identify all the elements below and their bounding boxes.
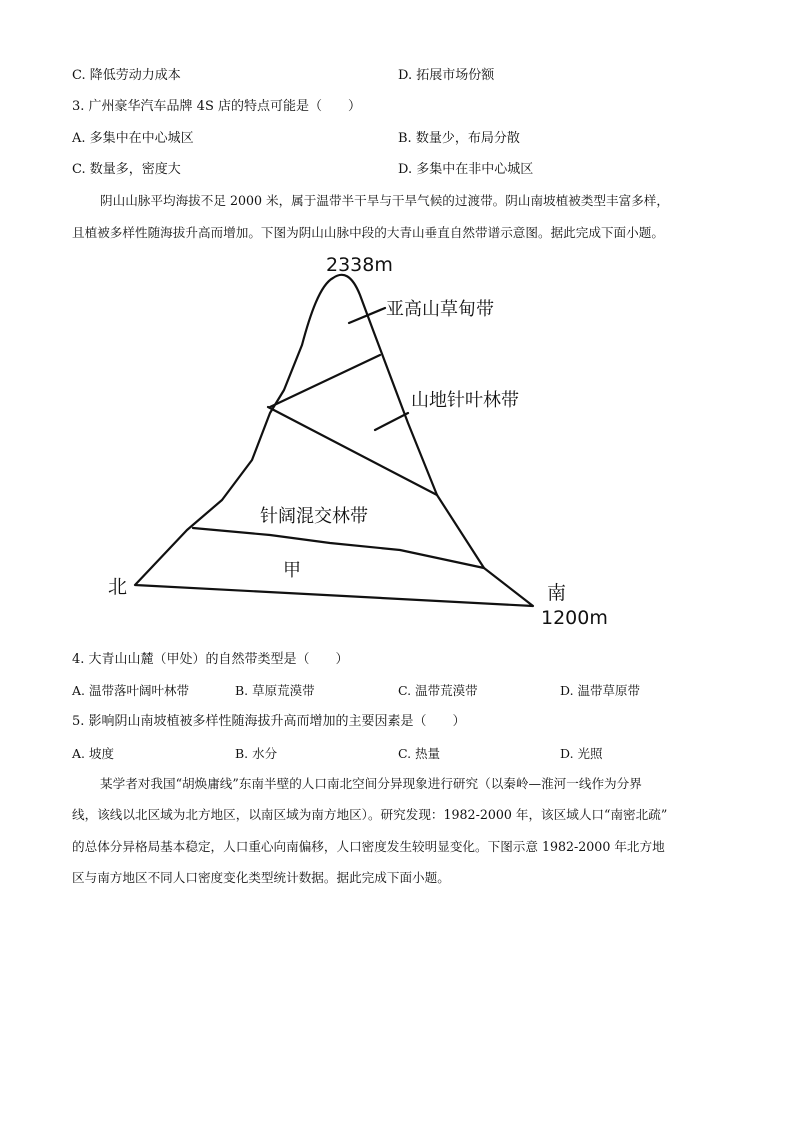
zone-label-jia: 甲 (283, 560, 301, 581)
q5-option-a: A. 坡度 (72, 746, 114, 761)
leader-conifer (375, 413, 408, 430)
q3-option-b: B. 数量少，布局分散 (398, 131, 520, 146)
base-elevation-label: 1200m (541, 607, 608, 629)
q2-option-d: D. 拓展市场份额 (398, 68, 495, 83)
passage1-line1: 阴山山脉平均海拔不足 2000 米，属于温带半干旱与干旱气候的过渡带。阴山南坡植被类型丰富多样， (100, 193, 669, 208)
q3-option-d: D. 多集中在非中心城区 (398, 162, 534, 177)
q4-option-b: B. 草原荒漠带 (235, 683, 315, 698)
passage2-line2: 线，该线以北区域为北方地区，以南区域为南方地区）。研究发现：1982-2000 年，该区域人口“南密北疏” (72, 807, 668, 822)
zone-label-subalpine-meadow: 亚高山草甸带 (386, 299, 494, 320)
south-label: 南 (547, 582, 567, 604)
boundary-mixed-jia (193, 528, 484, 568)
boundary-conifer-mixed (268, 407, 437, 495)
q4-stem: 4. 大青山山麓（甲处）的自然带类型是（ ） (72, 652, 349, 667)
zone-label-mountain-conifer: 山地针叶林带 (411, 390, 519, 411)
q3-stem: 3. 广州豪华汽车品牌 4S 店的特点可能是（ ） (72, 99, 361, 114)
peak-elevation-label: 2338m (326, 254, 393, 276)
zone-label-mixed-forest: 针阔混交林带 (260, 506, 368, 527)
q2-option-c: C. 降低劳动力成本 (72, 68, 181, 83)
vertical-zonation-diagram (0, 245, 794, 645)
q5-option-d: D. 光照 (560, 746, 603, 761)
q3-option-a: A. 多集中在中心城区 (72, 131, 194, 146)
passage2-line4: 区与南方地区不同人口密度变化类型统计数据。据此完成下面小题。 (72, 870, 450, 885)
q4-option-d: D. 温带草原带 (560, 683, 641, 698)
north-label: 北 (108, 576, 128, 598)
leader-subalpine (349, 308, 385, 323)
q4-option-a: A. 温带落叶阔叶林带 (72, 683, 189, 698)
passage2-line1: 某学者对我国“胡焕庸线”东南半壁的人口南北空间分异现象进行研究（以秦岭—淮河一线作为分界 (100, 776, 642, 791)
q5-option-c: C. 热量 (398, 746, 441, 761)
q5-stem: 5. 影响阴山南坡植被多样性随海拔升高而增加的主要因素是（ ） (72, 714, 466, 729)
q5-option-b: B. 水分 (235, 746, 278, 761)
passage1-line2: 且植被多样性随海拔升高而增加。下图为阴山山脉中段的大青山垂直自然带谱示意图。据此完成下面小题。 (72, 225, 664, 240)
q3-option-c: C. 数量多，密度大 (72, 162, 181, 177)
q4-option-c: C. 温带荒漠带 (398, 683, 478, 698)
passage2-line3: 的总体分异格局基本稳定，人口重心向南偏移，人口密度发生较明显变化。下图示意 1982-2000 年北方地 (72, 839, 665, 854)
